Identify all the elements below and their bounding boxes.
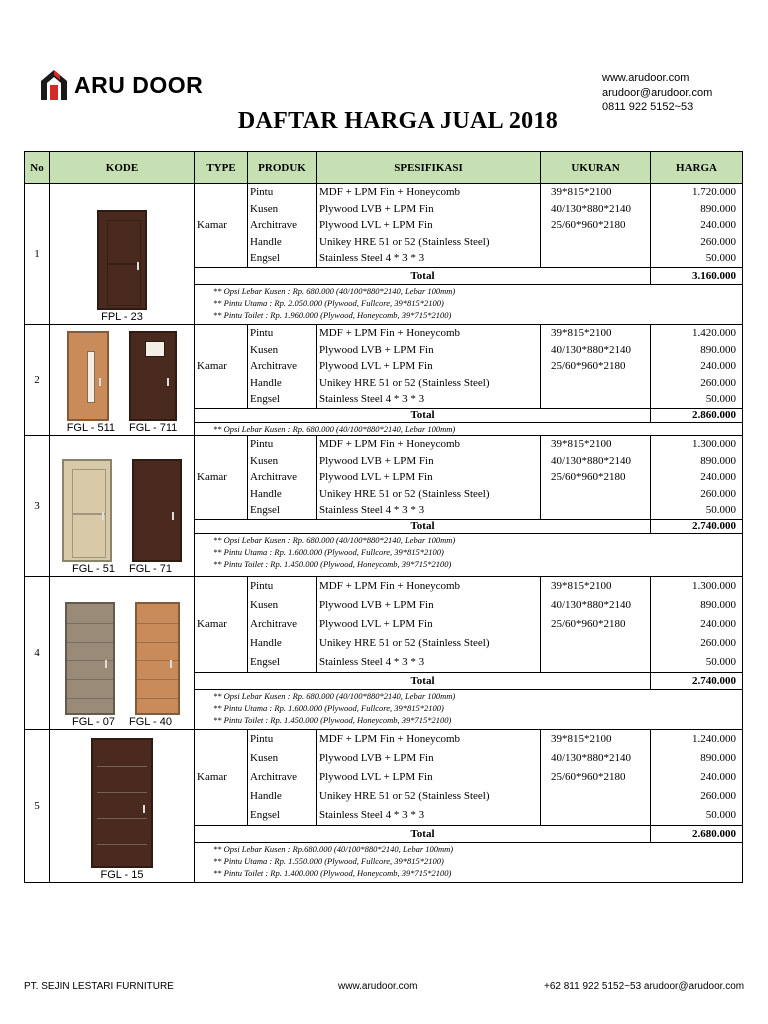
product-item: Kusen xyxy=(250,454,279,467)
note-line: ** Opsi Lebar Kusen : Rp. 680.000 (40/100*880*2140, Lebar 100mm) xyxy=(213,690,456,701)
note-line: ** Opsi Lebar Kusen : Rp. 680.000 (40/100*880*2140, Lebar 100mm) xyxy=(213,285,456,296)
page-title: DAFTAR HARGA JUAL 2018 xyxy=(237,108,559,134)
price-list xyxy=(651,324,743,408)
note-line: ** Opsi Lebar Kusen : Rp.680.000 (40/100*880*2140, Lebar 100mm) xyxy=(213,843,454,854)
spec-item: MDF + LPM Fin + Honeycomb xyxy=(319,186,461,198)
price-item: 260.000 xyxy=(700,487,736,500)
size-list xyxy=(541,729,651,825)
total-label: Total xyxy=(195,519,651,533)
price-item: 260.000 xyxy=(700,235,736,248)
spec-item: Stainless Steel 4 * 3 * 3 xyxy=(319,252,425,265)
door-code: FGL - 15 xyxy=(100,868,144,881)
door-code: FGL - 511 xyxy=(66,421,115,434)
door-image xyxy=(135,602,180,715)
size-item: 39*815*2100 xyxy=(551,326,612,339)
product-item: Handle xyxy=(250,235,282,248)
price-item: 890.000 xyxy=(700,751,736,764)
price-item: 890.000 xyxy=(700,202,736,215)
table-row xyxy=(25,729,743,825)
spec-item: Plywood LVL + LPM Fin xyxy=(319,219,433,232)
notes-cell xyxy=(195,689,743,729)
header-email[interactable]: arudoor@arudoor.com xyxy=(602,86,713,99)
footer-contact: +62 811 922 5152~53 arudoor@arudoor.com xyxy=(544,981,745,992)
door-images-cell xyxy=(50,324,195,435)
door-image xyxy=(65,602,115,715)
price-item: 260.000 xyxy=(700,789,736,802)
size-item: 40/130*880*2140 xyxy=(551,751,632,764)
product-item: Architrave xyxy=(250,219,298,232)
price-item: 50.000 xyxy=(705,393,736,406)
spec-item: Unikey HRE 51 or 52 (Stainless Steel) xyxy=(319,636,490,649)
col-type: TYPE xyxy=(195,152,248,184)
notes-cell xyxy=(195,533,743,576)
price-item: 260.000 xyxy=(700,376,736,389)
size-item: 40/130*880*2140 xyxy=(551,598,632,611)
price-item: 240.000 xyxy=(700,770,736,783)
spec-item: Unikey HRE 51 or 52 (Stainless Steel) xyxy=(319,487,490,500)
product-item: Handle xyxy=(250,487,282,500)
price-item: 240.000 xyxy=(700,360,736,373)
note-line: ** Pintu Utama : Rp. 1.600.000 (Plywood, Fullcore, 39*815*2100) xyxy=(213,546,444,557)
price-item: 890.000 xyxy=(700,343,736,356)
price-item: 50.000 xyxy=(705,808,736,821)
price-table xyxy=(24,151,743,883)
product-item: Kusen xyxy=(250,598,279,611)
product-item: Engsel xyxy=(250,252,280,265)
col-ukuran: UKURAN xyxy=(541,152,651,184)
product-item: Kusen xyxy=(250,343,279,356)
spec-item: Plywood LVB + LPM Fin xyxy=(319,598,434,611)
spec-item: Unikey HRE 51 or 52 (Stainless Steel) xyxy=(319,235,490,248)
total-value: 2.740.000 xyxy=(651,519,743,533)
product-item: Handle xyxy=(250,376,282,389)
price-item: 240.000 xyxy=(700,219,736,232)
col-no: No xyxy=(25,152,50,184)
product-item: Handle xyxy=(250,789,282,802)
spec-item: Unikey HRE 51 or 52 (Stainless Steel) xyxy=(319,789,490,802)
note-line: ** Pintu Toilet : Rp. 1.960.000 (Plywood, Honeycomb, 39*715*2100) xyxy=(213,309,452,320)
spec-item: Stainless Steel 4 * 3 * 3 xyxy=(319,655,425,668)
spec-item: Plywood LVL + LPM Fin xyxy=(319,617,433,630)
brand-logo xyxy=(40,69,203,101)
product-item: Pintu xyxy=(250,186,274,198)
price-list xyxy=(651,184,743,268)
product-item: Engsel xyxy=(250,393,280,406)
product-list xyxy=(248,576,317,672)
price-list xyxy=(651,729,743,825)
door-type: Kamar xyxy=(195,729,248,825)
size-item: 39*815*2100 xyxy=(551,732,612,745)
total-value: 2.680.000 xyxy=(651,825,743,842)
price-item: 1.420.000 xyxy=(692,326,736,339)
product-item: Architrave xyxy=(250,617,298,630)
price-list xyxy=(651,576,743,672)
size-item: 39*815*2100 xyxy=(551,186,612,198)
spec-item: Plywood LVB + LPM Fin xyxy=(319,343,434,356)
size-item: 25/60*960*2180 xyxy=(551,471,626,484)
col-harga: HARGA xyxy=(651,152,743,184)
door-code: FGL - 71 xyxy=(129,562,172,575)
spec-item: Plywood LVB + LPM Fin xyxy=(319,202,434,215)
price-item: 890.000 xyxy=(700,454,736,467)
notes-cell xyxy=(195,422,743,435)
house-logo-icon xyxy=(40,69,68,101)
price-item: 240.000 xyxy=(700,471,736,484)
door-images-cell xyxy=(50,184,195,325)
spec-list xyxy=(317,184,541,268)
spec-list xyxy=(317,729,541,825)
door-image xyxy=(67,331,109,421)
product-item: Engsel xyxy=(250,808,280,821)
product-item: Architrave xyxy=(250,770,298,783)
product-list xyxy=(248,184,317,268)
spec-item: Plywood LVB + LPM Fin xyxy=(319,454,434,467)
price-item: 50.000 xyxy=(705,655,736,668)
price-item: 50.000 xyxy=(705,504,736,517)
note-line: ** Pintu Toilet : Rp. 1.450.000 (Plywood, Honeycomb, 39*715*2100) xyxy=(213,714,452,725)
spec-list xyxy=(317,576,541,672)
spec-item: Unikey HRE 51 or 52 (Stainless Steel) xyxy=(319,376,490,389)
note-line: ** Opsi Lebar Kusen : Rp. 680.000 (40/100*880*2140, Lebar 100mm) xyxy=(213,534,456,545)
product-item: Kusen xyxy=(250,751,279,764)
door-image xyxy=(129,331,177,421)
size-item: 25/60*960*2180 xyxy=(551,219,626,232)
total-label: Total xyxy=(195,672,651,689)
note-line: ** Pintu Utama : Rp. 2.050.000 (Plywood, Fullcore, 39*815*2100) xyxy=(213,297,444,308)
product-item: Architrave xyxy=(250,360,298,373)
spec-item: Plywood LVB + LPM Fin xyxy=(319,751,434,764)
size-item: 40/130*880*2140 xyxy=(551,343,632,356)
size-item: 40/130*880*2140 xyxy=(551,202,632,215)
size-item: 39*815*2100 xyxy=(551,579,612,592)
size-item: 25/60*960*2180 xyxy=(551,617,626,630)
total-value: 3.160.000 xyxy=(651,267,743,284)
price-item: 890.000 xyxy=(700,598,736,611)
product-list xyxy=(248,729,317,825)
size-list xyxy=(541,324,651,408)
footer-company: PT. SEJIN LESTARI FURNITURE xyxy=(24,981,174,992)
spec-item: Plywood LVL + LPM Fin xyxy=(319,471,433,484)
size-list xyxy=(541,184,651,268)
spec-item: Plywood LVL + LPM Fin xyxy=(319,360,433,373)
spec-list xyxy=(317,324,541,408)
door-image xyxy=(132,459,182,562)
product-list xyxy=(248,324,317,408)
table-row xyxy=(25,184,743,268)
product-item: Kusen xyxy=(250,202,279,215)
spec-item: MDF + LPM Fin + Honeycomb xyxy=(319,579,461,592)
row-number: 3 xyxy=(25,435,50,576)
product-item: Architrave xyxy=(250,471,298,484)
door-code: FGL - 40 xyxy=(129,715,172,728)
table-header xyxy=(25,152,743,184)
size-item: 39*815*2100 xyxy=(551,437,612,450)
spec-list xyxy=(317,435,541,519)
door-images-cell xyxy=(50,435,195,576)
size-item: 40/130*880*2140 xyxy=(551,454,632,467)
row-number: 1 xyxy=(25,184,50,325)
spec-item: MDF + LPM Fin + Honeycomb xyxy=(319,732,461,745)
col-kode: KODE xyxy=(50,152,195,184)
door-images-cell xyxy=(50,729,195,882)
door-type: Kamar xyxy=(195,435,248,519)
door-type: Kamar xyxy=(195,576,248,672)
product-list xyxy=(248,435,317,519)
price-item: 260.000 xyxy=(700,636,736,649)
row-number: 4 xyxy=(25,576,50,729)
size-item: 25/60*960*2180 xyxy=(551,360,626,373)
footer-website[interactable]: www.arudoor.com xyxy=(338,981,418,992)
spec-item: MDF + LPM Fin + Honeycomb xyxy=(319,326,461,339)
total-label: Total xyxy=(195,825,651,842)
note-line: ** Opsi Lebar Kusen : Rp. 680.000 (40/100*880*2140, Lebar 100mm) xyxy=(213,423,456,434)
door-code: FGL - 07 xyxy=(72,715,115,728)
header-website[interactable]: www.arudoor.com xyxy=(602,72,690,84)
door-type: Kamar xyxy=(195,324,248,408)
door-image xyxy=(97,210,147,310)
notes-cell xyxy=(195,284,743,324)
product-item: Pintu xyxy=(250,732,274,745)
total-value: 2.860.000 xyxy=(651,408,743,422)
spec-item: Plywood LVL + LPM Fin xyxy=(319,770,433,783)
spec-item: Stainless Steel 4 * 3 * 3 xyxy=(319,393,425,406)
price-item: 50.000 xyxy=(705,252,736,265)
price-item: 1.300.000 xyxy=(692,437,736,450)
total-label: Total xyxy=(195,408,651,422)
price-item: 1.720.000 xyxy=(692,186,736,198)
door-image xyxy=(62,459,112,562)
spec-item: Stainless Steel 4 * 3 * 3 xyxy=(319,808,425,821)
size-item: 25/60*960*2180 xyxy=(551,770,626,783)
header-phone: 0811 922 5152~53 xyxy=(602,101,694,113)
price-item: 1.240.000 xyxy=(692,732,736,745)
price-item: 1.300.000 xyxy=(692,579,736,592)
table-row xyxy=(25,435,743,519)
total-value: 2.740.000 xyxy=(651,672,743,689)
product-item: Pintu xyxy=(250,437,274,450)
col-produk: PRODUK xyxy=(248,152,317,184)
product-item: Pintu xyxy=(250,579,274,592)
row-number: 2 xyxy=(25,324,50,435)
door-code: FGL - 711 xyxy=(129,421,178,434)
col-spesifikasi: SPESIFIKASI xyxy=(317,152,541,184)
door-images-cell xyxy=(50,576,195,729)
total-label: Total xyxy=(195,267,651,284)
size-list xyxy=(541,576,651,672)
table-row xyxy=(25,324,743,408)
door-image xyxy=(91,738,153,868)
door-type: Kamar xyxy=(195,184,248,268)
size-list xyxy=(541,435,651,519)
product-item: Engsel xyxy=(250,655,280,668)
product-item: Handle xyxy=(250,636,282,649)
note-line: ** Pintu Utama : Rp. 1.550.000 (Plywood, Fullcore, 39*815*2100) xyxy=(213,855,444,866)
product-item: Pintu xyxy=(250,326,274,339)
note-line: ** Pintu Toilet : Rp. 1.450.000 (Plywood, Honeycomb, 39*715*2100) xyxy=(213,558,452,569)
notes-cell xyxy=(195,842,743,882)
brand-name: ARU DOOR xyxy=(74,71,204,98)
spec-item: Stainless Steel 4 * 3 * 3 xyxy=(319,504,425,517)
door-code: FGL - 51 xyxy=(72,562,115,575)
product-item: Engsel xyxy=(250,504,280,517)
spec-item: MDF + LPM Fin + Honeycomb xyxy=(319,437,461,450)
price-list xyxy=(651,435,743,519)
note-line: ** Pintu Toilet : Rp. 1.400.000 (Plywood, Honeycomb, 39*715*2100) xyxy=(213,867,452,878)
price-item: 240.000 xyxy=(700,617,736,630)
door-code: FPL - 23 xyxy=(101,310,143,323)
table-row xyxy=(25,576,743,672)
row-number: 5 xyxy=(25,729,50,882)
note-line: ** Pintu Utama : Rp. 1.600.000 (Plywood, Fullcore, 39*815*2100) xyxy=(213,702,444,713)
